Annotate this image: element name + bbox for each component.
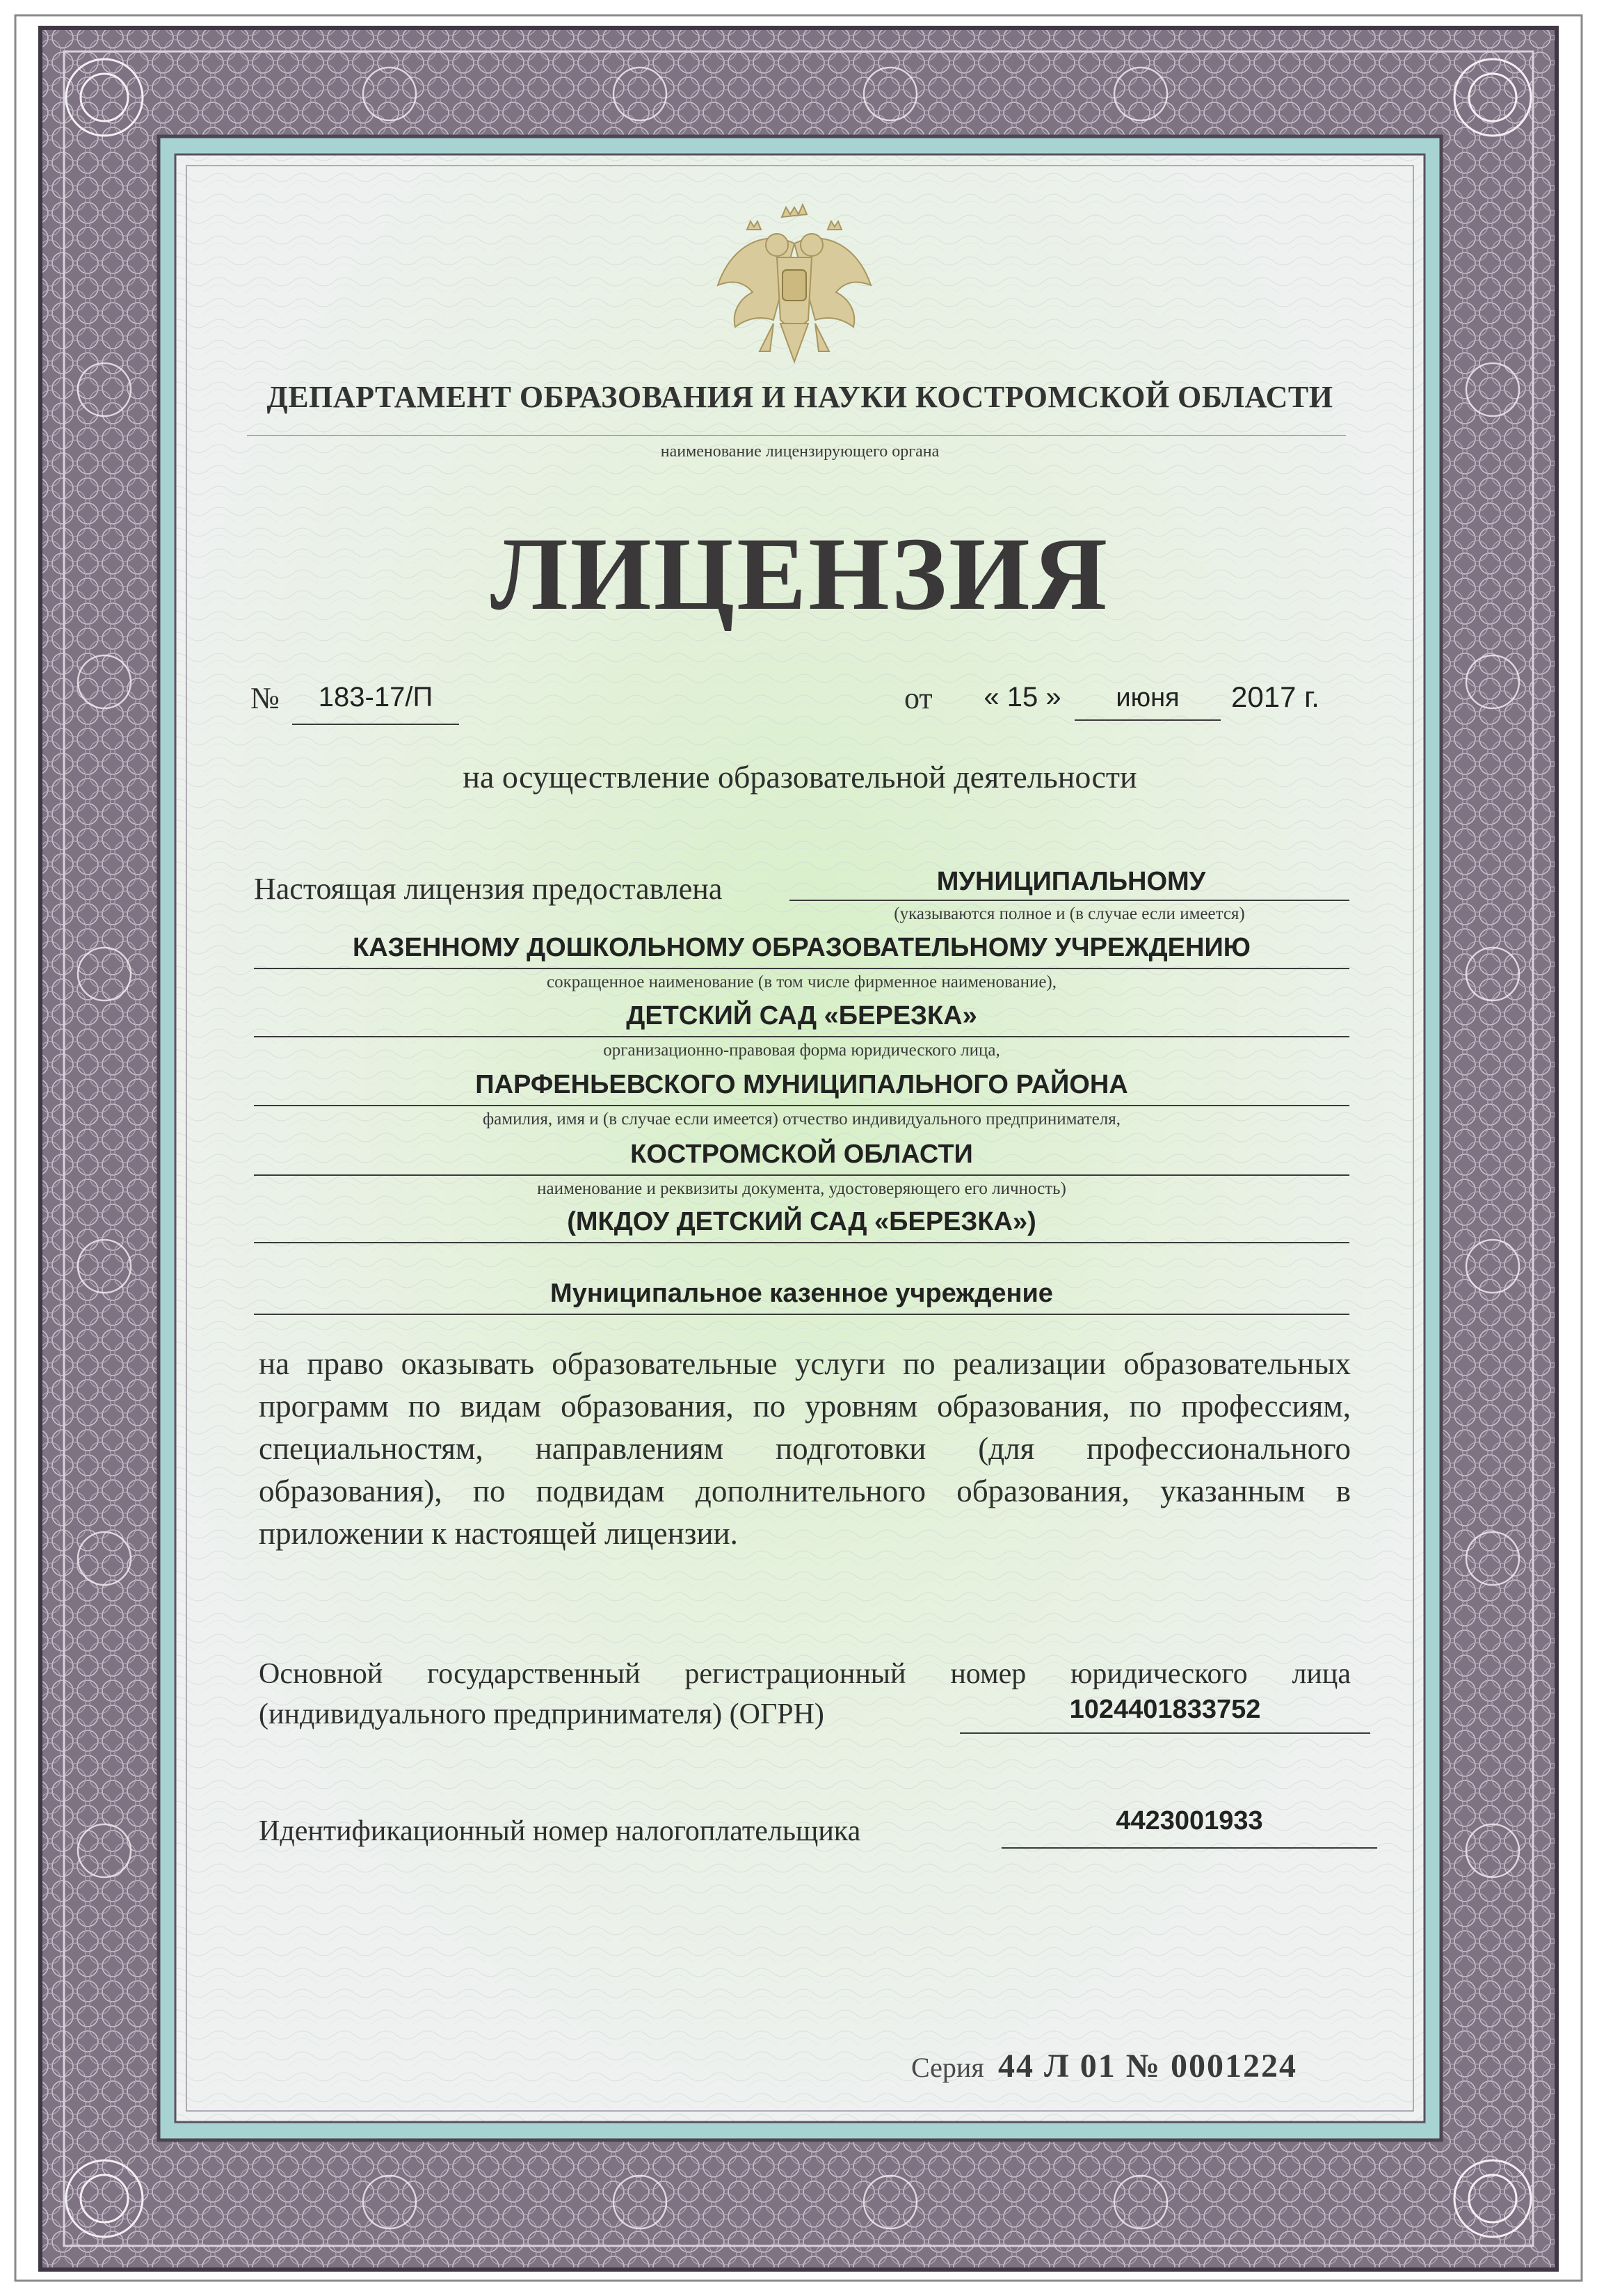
authority-caption: наименование лицензирующего органа — [660, 443, 940, 461]
series-label: Серия — [911, 2052, 984, 2083]
authority-underline — [247, 435, 1346, 436]
grantee-underline-7 — [254, 1314, 1349, 1315]
ogrn-underline — [960, 1732, 1370, 1734]
date-year: 2017 г. — [1231, 680, 1319, 713]
grantee-underline-1 — [789, 900, 1349, 901]
ogrn-value: 1024401833752 — [1069, 1695, 1261, 1724]
series-number: 44 Л 01 № 0001224 — [998, 2048, 1297, 2084]
grantee-line-7: Муниципальное казенное учреждение — [550, 1279, 1053, 1308]
license-title: ЛИЦЕНЗИЯ — [490, 516, 1109, 632]
ogrn-label-line-1: Основной государственный регистрационный номер юридического лица — [259, 1658, 1351, 1690]
grantee-caption-5: наименование и реквизиты документа, удостоверяющего его личность) — [537, 1179, 1066, 1198]
grantee-underline-5 — [254, 1174, 1349, 1176]
date-from-label: от — [904, 681, 933, 715]
grantee-underline-2 — [254, 968, 1349, 969]
license-number: 183-17/П — [318, 682, 433, 712]
grantee-caption-1: (указываются полное и (в случае если имеется) — [894, 904, 1245, 923]
grantee-underline-3 — [254, 1036, 1349, 1037]
ogrn-label-line-2: (индивидуального предпринимателя) (ОГРН) — [259, 1698, 824, 1730]
inn-value: 4423001933 — [1116, 1806, 1263, 1835]
month-underline — [1075, 719, 1221, 721]
date-day: « 15 » — [984, 682, 1061, 712]
grantee-underline-6 — [254, 1242, 1349, 1243]
license-right-paragraph: на право оказывать образовательные услуги по реализации образовательных программ по видам образования, по уровням образования, по профессиям, специальностям, направлениям подготовки (для профессионального образования), по подвидам дополнительного образования, указанным в приложении к настоящей лицензии. — [259, 1346, 1351, 1551]
grantee-caption-2: сокращенное наименование (в том числе фирменное наименование), — [546, 973, 1057, 991]
number-underline — [292, 724, 459, 725]
grantee-line-6: (МКДОУ ДЕТСКИЙ САД «БЕРЕЗКА») — [567, 1207, 1036, 1236]
grantee-line-5: КОСТРОМСКОЙ ОБЛАСТИ — [630, 1140, 973, 1169]
number-label: № — [250, 681, 280, 715]
authority-name: ДЕПАРТАМЕНТ ОБРАЗОВАНИЯ И НАУКИ КОСТРОМСКОЙ ОБЛАСТИ — [266, 380, 1333, 414]
activity-line: на осуществление образовательной деятельности — [463, 759, 1137, 795]
coat-of-arms-emblem — [704, 202, 885, 383]
date-month: июня — [1116, 683, 1180, 712]
grantee-line-4: ПАРФЕНЬЕВСКОГО МУНИЦИПАЛЬНОГО РАЙОНА — [475, 1070, 1128, 1099]
grantee-caption-4: фамилия, имя и (в случае если имеется) отчество индивидуального предпринимателя, — [482, 1110, 1121, 1129]
grantee-line-2: КАЗЕННОМУ ДОШКОЛЬНОМУ ОБРАЗОВАТЕЛЬНОМУ УЧРЕЖДЕНИЮ — [353, 933, 1251, 962]
inn-label: Идентификационный номер налогоплательщика — [259, 1815, 861, 1847]
grantee-line-1: МУНИЦИПАЛЬНОМУ — [936, 867, 1206, 896]
grantee-line-3: ДЕТСКИЙ САД «БЕРЕЗКА» — [626, 1001, 977, 1030]
grantee-caption-3: организационно-правовая форма юридического лица, — [603, 1041, 1000, 1060]
granted-label: Настоящая лицензия предоставлена — [254, 872, 723, 906]
inn-underline — [1002, 1847, 1377, 1849]
grantee-underline-4 — [254, 1105, 1349, 1106]
